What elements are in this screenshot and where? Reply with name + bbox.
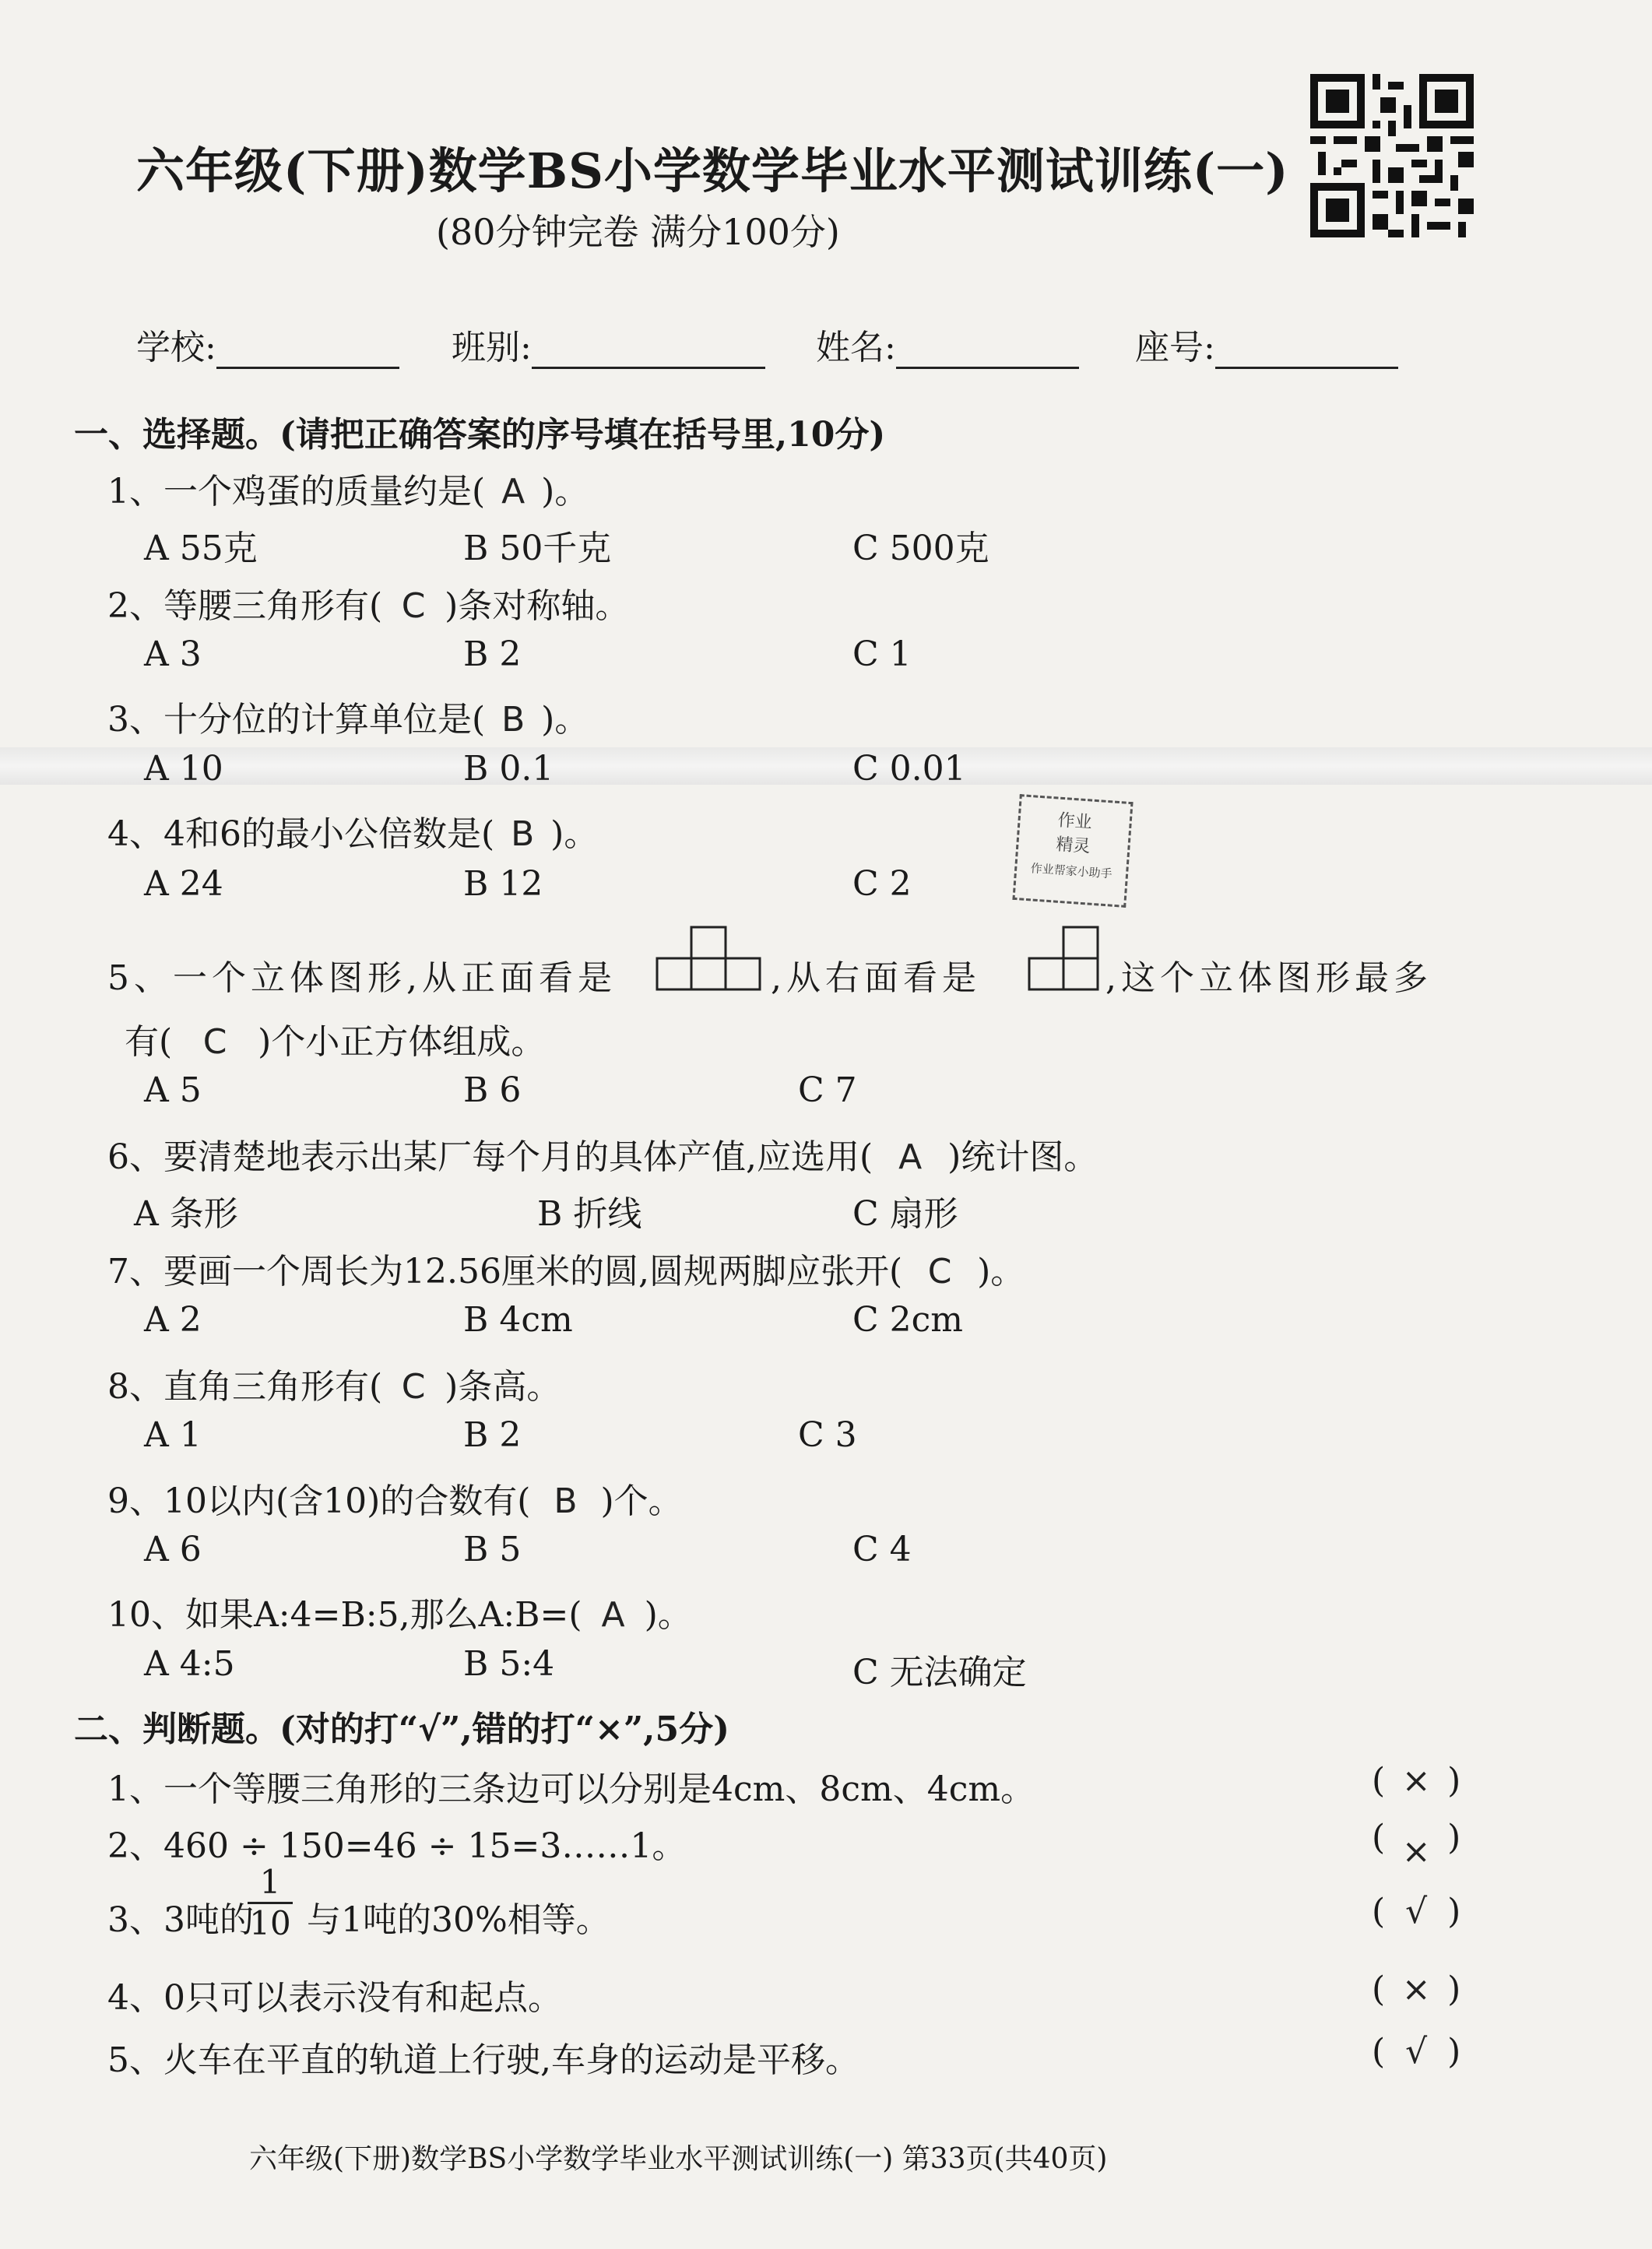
option-5c: C 7 — [798, 1070, 857, 1110]
option-2a: A 3 — [144, 634, 202, 674]
option-3a: A 10 — [144, 749, 223, 789]
question-5-part1: 5、一个立体图形,从正面看是 — [107, 958, 617, 998]
judgement-2: 2、460 ÷ 150=46 ÷ 15=3……1。 — [107, 1826, 687, 1866]
qr-code-icon — [1310, 74, 1474, 237]
judgement-4: 4、0只可以表示没有和起点。 — [107, 1978, 562, 2018]
question-1: 1、一个鸡蛋的质量约是( A )。 — [107, 472, 589, 511]
option-5b: B 6 — [463, 1070, 522, 1110]
judgement-3-box[interactable]: ( √ ) — [1372, 1892, 1461, 1931]
option-8b: B 2 — [463, 1415, 522, 1455]
option-4c: C 2 — [852, 864, 912, 904]
answer-5[interactable]: C — [202, 1022, 227, 1062]
judgement-5-mark[interactable]: √ — [1405, 2032, 1428, 2072]
question-5-part2: ,从右面看是 — [771, 958, 981, 998]
right-view-figure — [1026, 922, 1101, 993]
question-9: 9、10以内(含10)的合数有( B )个。 — [107, 1481, 683, 1521]
page-footer: 六年级(下册)数学BS小学数学毕业水平测试训练(一) 第33页(共40页) — [249, 2143, 1108, 2175]
homework-stamp: 作业 精灵 作业帮家小助手 — [1012, 794, 1133, 908]
option-7c: C 2cm — [852, 1300, 964, 1340]
answer-3[interactable]: B — [501, 700, 525, 740]
answer-1[interactable]: A — [501, 472, 525, 511]
option-3c: C 0.01 — [852, 749, 966, 789]
option-8c: C 3 — [798, 1415, 857, 1455]
option-9a: A 6 — [144, 1530, 202, 1569]
option-5a: A 5 — [144, 1070, 202, 1110]
option-10c: C 无法确定 — [852, 1653, 1027, 1692]
question-10: 10、如果A:4=B:5,那么A:B=( A )。 — [107, 1595, 692, 1635]
section2-title: 二、判断题。(对的打“√”,错的打“×”,5分) — [74, 1710, 729, 1749]
answer-8[interactable]: C — [401, 1367, 426, 1407]
school-blank[interactable] — [216, 336, 399, 369]
answer-10[interactable]: A — [601, 1595, 625, 1635]
question-6: 6、要清楚地表示出某厂每个月的具体产值,应选用( A )统计图。 — [107, 1137, 1098, 1177]
judgement-1-box[interactable]: ( × ) — [1372, 1761, 1461, 1801]
seat-blank[interactable] — [1215, 336, 1398, 369]
name-blank[interactable] — [896, 336, 1079, 369]
name-field[interactable] — [816, 319, 1079, 369]
class-label: 班别: — [452, 328, 532, 367]
option-10a: A 4:5 — [144, 1644, 235, 1684]
option-6b: B 折线 — [537, 1194, 642, 1234]
page-title: 六年级(下册)数学BS小学数学毕业水平测试训练(一) — [136, 142, 1289, 199]
judgement-2-mark[interactable]: × — [1401, 1832, 1431, 1871]
option-1b: B 50千克 — [463, 529, 612, 568]
section1-title: 一、选择题。(请把正确答案的序号填在括号里,10分) — [74, 415, 886, 455]
option-7a: A 2 — [144, 1300, 202, 1340]
class-field[interactable] — [452, 319, 765, 369]
option-1a: A 55克 — [144, 529, 258, 568]
option-4b: B 12 — [463, 864, 543, 904]
judgement-1-mark[interactable]: × — [1401, 1761, 1431, 1801]
name-label: 姓名: — [816, 328, 896, 367]
fraction-one-tenth: 1 10 — [248, 1864, 293, 1942]
option-8a: A 1 — [144, 1415, 202, 1455]
option-9c: C 4 — [852, 1530, 912, 1569]
question-7: 7、要画一个周长为12.56厘米的圆,圆规两脚应张开( C )。 — [107, 1252, 1025, 1291]
question-5-part3: ,这个立体图形最多 — [1105, 958, 1432, 998]
answer-7[interactable]: C — [927, 1252, 952, 1291]
option-9b: B 5 — [463, 1530, 522, 1569]
question-4: 4、4和6的最小公倍数是( B )。 — [107, 814, 599, 854]
judgement-2-box[interactable]: ( × ) — [1372, 1818, 1461, 1871]
question-8: 8、直角三角形有( C )条高。 — [107, 1367, 561, 1407]
option-6a: A 条形 — [134, 1194, 238, 1234]
seat-field[interactable] — [1135, 319, 1398, 369]
seat-label: 座号: — [1135, 328, 1215, 367]
school-field[interactable] — [136, 319, 399, 369]
answer-4[interactable]: B — [511, 814, 535, 854]
answer-2[interactable]: C — [401, 586, 426, 626]
answer-6[interactable]: A — [898, 1137, 923, 1177]
school-label: 学校: — [136, 328, 216, 367]
scan-artifact — [0, 747, 1652, 785]
option-1c: C 500克 — [852, 529, 989, 568]
page-subtitle: (80分钟完卷 满分100分) — [436, 211, 840, 253]
question-3: 3、十分位的计算单位是( B )。 — [107, 700, 589, 740]
option-10b: B 5:4 — [463, 1644, 555, 1684]
judgement-3-mark[interactable]: √ — [1405, 1892, 1428, 1931]
judgement-3: 3、3吨的 与1吨的30%相等。 — [107, 1900, 610, 1940]
option-2b: B 2 — [463, 634, 522, 674]
judgement-1: 1、一个等腰三角形的三条边可以分别是4cm、8cm、4cm。 — [107, 1769, 1035, 1809]
judgement-4-box[interactable]: ( × ) — [1372, 1970, 1461, 2009]
option-7b: B 4cm — [463, 1300, 573, 1340]
answer-9[interactable]: B — [554, 1481, 578, 1521]
judgement-4-mark[interactable]: × — [1401, 1970, 1431, 2009]
question-5-line2: 有( C )个小正方体组成。 — [125, 1022, 546, 1062]
option-6c: C 扇形 — [852, 1194, 958, 1234]
option-2c: C 1 — [852, 634, 912, 674]
judgement-5: 5、火车在平直的轨道上行驶,车身的运动是平移。 — [107, 2040, 859, 2080]
option-4a: A 24 — [144, 864, 223, 904]
judgement-5-box[interactable]: ( √ ) — [1372, 2032, 1461, 2072]
class-blank[interactable] — [532, 336, 765, 369]
option-3b: B 0.1 — [463, 749, 554, 789]
question-2: 2、等腰三角形有( C )条对称轴。 — [107, 586, 630, 626]
front-view-figure — [654, 922, 763, 993]
